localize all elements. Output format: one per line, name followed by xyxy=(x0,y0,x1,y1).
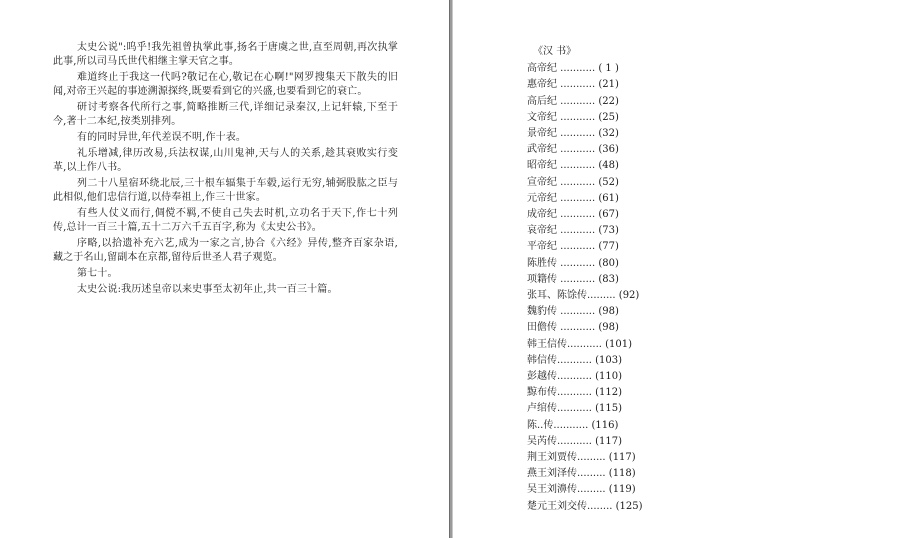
paragraph: 太史公说:我历述皇帝以来史事至太初年止,共一百三十篇。 xyxy=(77,284,338,295)
paragraph: 第七十。 xyxy=(77,268,118,279)
toc-entry[interactable]: 陈..传........... (116) xyxy=(527,419,619,431)
toc-entry[interactable]: 惠帝纪 ........... (21) xyxy=(527,79,619,91)
toc-title: 《汉 书》 xyxy=(533,46,577,57)
paragraph: 有些人仗义而行,倜傥不羁,不使自己失去时机,立功名于天下,作七十列传,总计一百三十篇,五十二万六千五百字,称为《太史公书》。 xyxy=(53,208,398,233)
toc-entry[interactable]: 彭越传........... (110) xyxy=(527,371,623,383)
toc-entry[interactable]: 吴王刘濞传......... (119) xyxy=(527,484,636,496)
toc-entry[interactable]: 平帝纪 ........... (77) xyxy=(527,241,619,253)
paragraph: 列二十八星宿环绕北辰,三十根车辐集于车毂,运行无穷,辅弼股肱之臣与此相似,他们忠信行道,以侍奉祖上,作三十世家。 xyxy=(53,178,398,203)
table-of-contents xyxy=(527,44,727,515)
toc-entry[interactable]: 哀帝纪 ........... (73) xyxy=(527,225,619,237)
toc-entry[interactable]: 武帝纪 ........... (36) xyxy=(527,144,619,156)
toc-entry[interactable]: 元帝纪 ........... (61) xyxy=(527,192,619,204)
toc-entry[interactable]: 黥布传........... (112) xyxy=(527,387,623,399)
toc-entry[interactable]: 魏豹传 ........... (98) xyxy=(527,306,619,318)
toc-entry[interactable]: 昭帝纪 ........... (48) xyxy=(527,160,619,172)
toc-entry[interactable]: 吴芮传........... (117) xyxy=(527,435,623,447)
toc-entry[interactable]: 田儋传 ........... (98) xyxy=(527,322,619,334)
toc-entry[interactable]: 陈胜传 ........... (80) xyxy=(527,257,619,269)
paragraph: 难道终止于我这一代吗?敬记在心,敬记在心啊!"网罗搜集天下散失的旧闻,对帝王兴起的事迹溯源探终,既要看到它的兴盛,也要看到它的衰亡。 xyxy=(53,72,398,97)
right-page xyxy=(453,0,900,538)
paragraph: 有的同时异世,年代差误不明,作十表。 xyxy=(77,132,247,143)
toc-entry[interactable]: 项籍传 ........... (83) xyxy=(527,273,619,285)
toc-entry[interactable]: 景帝纪 ........... (32) xyxy=(527,128,619,140)
toc-entry[interactable]: 高帝纪 ........... ( 1 ) xyxy=(527,63,619,75)
toc-entry[interactable]: 卢绾传........... (115) xyxy=(527,403,623,415)
paragraph: 礼乐增减,律历改易,兵法权谋,山川鬼神,天与人的关系,趁其衰败实行变革,以上作八书。 xyxy=(53,148,398,173)
toc-entry[interactable]: 韩王信传........... (101) xyxy=(527,338,633,350)
toc-entry[interactable]: 韩信传........... (103) xyxy=(527,354,623,366)
toc-entry[interactable]: 燕王刘泽传......... (118) xyxy=(527,468,636,480)
paragraph: 太史公说":呜乎!我先祖曾执掌此事,扬名于唐虞之世,直至周朝,再次执掌此事,所以司马氏世代相继主掌天官之事。 xyxy=(53,42,398,67)
toc-entry[interactable]: 张耳、陈馀传......... (92) xyxy=(527,290,640,302)
toc-entry[interactable]: 荆王刘贾传......... (117) xyxy=(527,452,636,464)
body-text xyxy=(53,41,398,299)
toc-entry[interactable]: 高后纪 ........... (22) xyxy=(527,95,619,107)
paragraph: 研讨考察各代所行之事,简略推断三代,详细记录秦汉,上记轩辕,下至于今,著十二本纪,按类别排列。 xyxy=(53,102,398,127)
paragraph: 序略,以拾遗补充六艺,成为一家之言,协合《六经》异传,整齐百家杂语,藏之于名山,留副本在京都,留待后世圣人君子观览。 xyxy=(53,238,398,263)
toc-entry[interactable]: 成帝纪 ........... (67) xyxy=(527,209,619,221)
toc-entry[interactable]: 文帝纪 ........... (25) xyxy=(527,111,619,123)
left-page xyxy=(0,0,449,538)
toc-entry[interactable]: 宣帝纪 ........... (52) xyxy=(527,176,619,188)
toc-entry[interactable]: 楚元王刘交传........ (125) xyxy=(527,500,643,512)
